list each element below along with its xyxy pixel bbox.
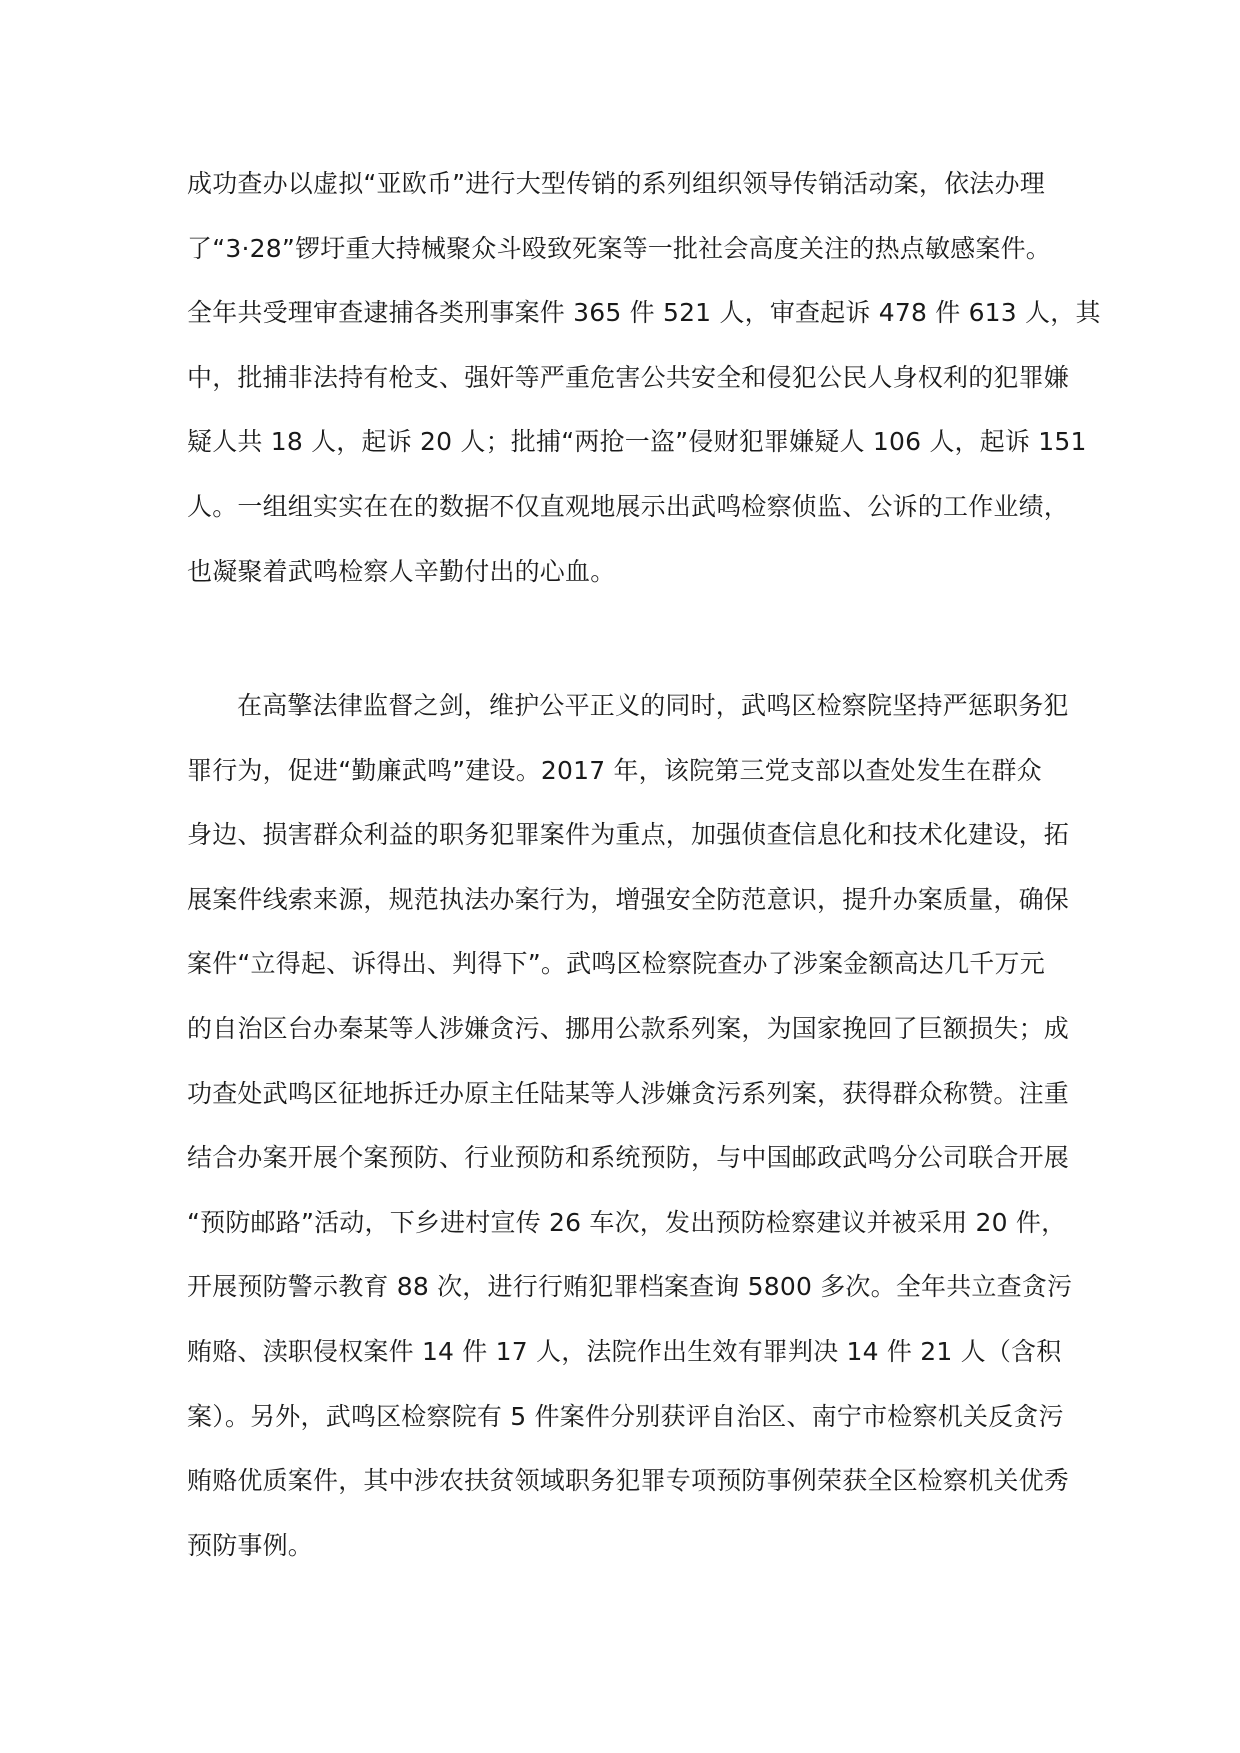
paragraph-line: 预防事例。 — [187, 1530, 314, 1560]
paragraph-line: 也凝聚着武鸣检察人辛勤付出的心血。 — [187, 556, 616, 586]
paragraph-first-line: 在高擎法律监督之剑，维护公平正义的同时，武鸣区检察院坚持严惩职务犯 — [237, 691, 1069, 720]
paragraph-line: 贿赂优质案件，其中涉农扶贫领域职务犯罪专项预防事例荣获全区检察机关优秀 — [187, 1466, 1070, 1496]
paragraph-line: 身边、损害群众利益的职务犯罪案件为重点，加强侦查信息化和技术化建设，拓 — [187, 820, 1070, 850]
paragraph-line: 了“3·28”锣圩重大持械聚众斗殴致死案等一批社会高度关注的热点敏感案件。 — [187, 233, 1051, 263]
paragraph-line: 疑人共 18 人，起诉 20 人；批捕“两抢一盗”侵财犯罪嫌疑人 106 人，起诉 151 — [187, 427, 1087, 457]
paragraph-2 — [187, 680, 1073, 1584]
paragraph-line: 案件“立得起、诉得出、判得下”。武鸣区检察院查办了涉案金额高达几千万元 — [187, 949, 1045, 979]
paragraph-line: 贿赂、渎职侵权案件 14 件 17 人，法院作出生效有罪判决 14 件 21 人（含积 — [187, 1336, 1062, 1366]
paragraph-line: 中，批捕非法持有枪支、强奸等严重危害公共安全和侵犯公民人身权利的犯罪嫌 — [187, 362, 1070, 392]
paragraph-line: 的自治区台办秦某等人涉嫌贪污、挪用公款系列案，为国家挽回了巨额损失；成 — [187, 1013, 1070, 1043]
paragraph-line: 开展预防警示教育 88 次，进行行贿犯罪档案查询 5800 多次。全年共立查贪污 — [187, 1272, 1073, 1302]
paragraph-line: 结合办案开展个案预防、行业预防和系统预防，与中国邮政武鸣分公司联合开展 — [187, 1143, 1070, 1173]
paragraph-line: 人。一组组实实在在的数据不仅直观地展示出武鸣检察侦监、公诉的工作业绩， — [187, 491, 1070, 521]
paragraph-line: 案）。另外，武鸣区检察院有 5 件案件分别获评自治区、南宁市检察机关反贪污 — [187, 1401, 1064, 1431]
paragraph-line: 功查处武鸣区征地拆迁办原主任陆某等人涉嫌贪污系列案，获得群众称赞。注重 — [187, 1078, 1070, 1108]
paragraph-line: 罪行为，促进“勤廉武鸣”建设。2017 年，该院第三党支部以查处发生在群众 — [187, 755, 1042, 785]
paragraph-line: 全年共受理审查逮捕各类刑事案件 365 件 521 人，审查起诉 478 件 613 人，其 — [187, 298, 1101, 328]
paragraph-line: 成功查办以虚拟“亚欧币”进行大型传销的系列组织领导传销活动案，依法办理 — [187, 169, 1045, 198]
paragraph-line: 展案件线索来源，规范执法办案行为，增强安全防范意识，提升办案质量，确保 — [187, 884, 1070, 914]
paragraph-line: “预防邮路”活动，下乡进村宣传 26 车次，发出预防检察建议并被采用 20 件， — [187, 1207, 1067, 1237]
paragraph-1 — [187, 158, 1101, 610]
